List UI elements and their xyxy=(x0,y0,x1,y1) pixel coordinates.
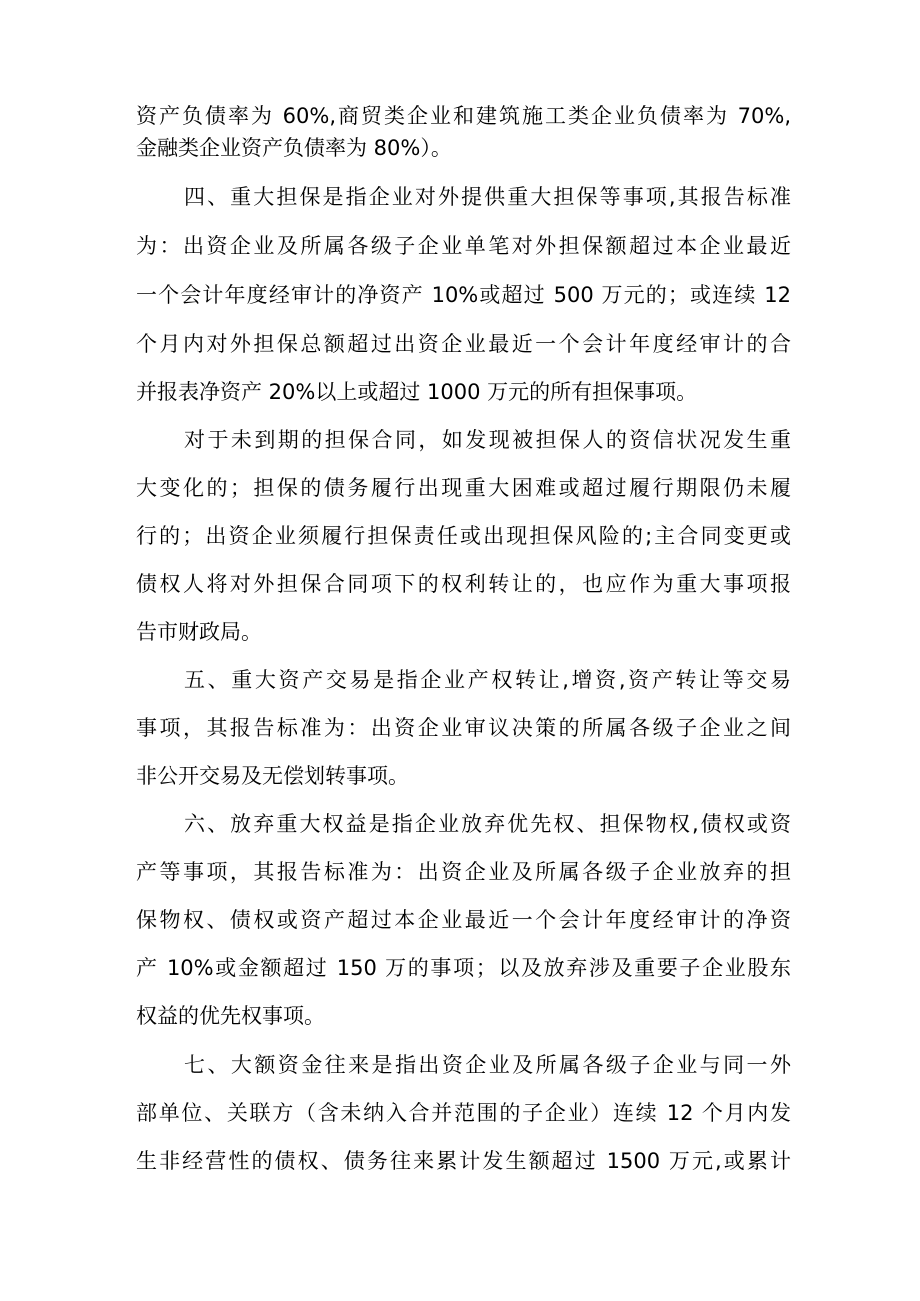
section-5-line-2: 事项，其报告标准为：出资企业审议决策的所属各级子企业之间 xyxy=(136,716,791,740)
section-5-line-3: 非公开交易及无偿划转事项。 xyxy=(136,764,409,788)
section-7-line-2: 部单位、关联方（含未纳入合并范围的子企业）连续 12 个月内发 xyxy=(136,1101,791,1125)
section-4-line-4: 个月内对外担保总额超过出资企业最近一个会计年度经审计的合 xyxy=(136,332,791,356)
section-4-line-1: 四、重大担保是指企业对外提供重大担保等事项,其报告标准 xyxy=(184,185,791,209)
section-4-note-line-3: 行的；出资企业须履行担保责任或出现担保风险的;主合同变更或 xyxy=(136,524,791,548)
section-4-line-5: 并报表净资产 20%以上或超过 1000 万元的所有担保事项。 xyxy=(136,380,698,404)
section-4-note-line-5: 告市财政局。 xyxy=(136,620,262,644)
section-6-line-4: 产 10%或金额超过 150 万的事项；以及放弃涉及重要子企业股东 xyxy=(136,956,791,980)
paragraph-intro-line-1: 资产负债率为 60%,商贸类企业和建筑施工类企业负债率为 70%, xyxy=(136,104,791,128)
section-4-note-line-4: 债权人将对外担保合同项下的权利转让的，也应作为重大事项报 xyxy=(136,572,791,596)
section-6-line-1: 六、放弃重大权益是指企业放弃优先权、担保物权,债权或资 xyxy=(184,812,791,836)
section-4-line-2: 为：出资企业及所属各级子企业单笔对外担保额超过本企业最近 xyxy=(136,234,791,258)
section-5-line-1: 五、重大资产交易是指企业产权转让,增资,资产转让等交易 xyxy=(184,668,791,692)
section-7-line-1: 七、大额资金往来是指出资企业及所属各级子企业与同一外 xyxy=(184,1053,791,1077)
section-6-line-5: 权益的优先权事项。 xyxy=(136,1004,325,1028)
paragraph-intro-line-2: 金融类企业资产负债率为 80%）。 xyxy=(136,136,452,160)
section-4-note-line-1: 对于未到期的担保合同，如发现被担保人的资信状况发生重 xyxy=(184,428,791,452)
section-4-note-line-2: 大变化的；担保的债务履行出现重大困难或超过履行期限仍未履 xyxy=(136,476,791,500)
section-7-line-3: 生非经营性的债权、债务往来累计发生额超过 1500 万元,或累计 xyxy=(136,1149,791,1173)
section-4-line-3: 一个会计年度经审计的净资产 10%或超过 500 万元的；或连续 12 xyxy=(136,283,791,307)
section-6-line-2: 产等事项，其报告标准为：出资企业及所属各级子企业放弃的担 xyxy=(136,860,791,884)
section-6-line-3: 保物权、债权或资产超过本企业最近一个会计年度经审计的净资 xyxy=(136,908,791,932)
